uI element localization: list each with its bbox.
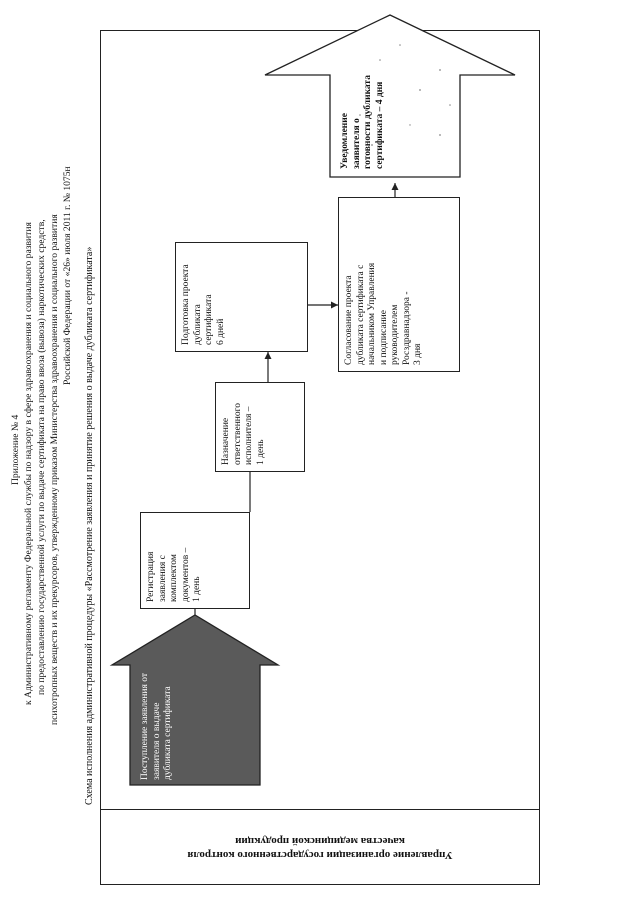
- step-approval: Согласование проекта дубликата сертификата с начальником Управления и подписание руководителем Росздравнадзора - 3 дня: [338, 197, 460, 372]
- end-block-arrow: [265, 15, 515, 177]
- header-line-3: психотропных веществ и их прекурсоров, утвержденному приказом Министерства здравоохранения и социального развития: [49, 214, 60, 725]
- start-block-arrow: [112, 615, 278, 785]
- header-line-2: по предоставлению государственной услуги по выдаче сертификата на право ввоза (вывоза) наркотических средств,: [36, 219, 47, 695]
- appendix-number: Приложение № 4: [10, 414, 21, 485]
- lane-title-line1: Управление организации государственного контроля: [187, 849, 453, 861]
- header-line-1: к Административному регламенту Федеральной службы по надзору в сфере здравоохранения и социального развития: [23, 222, 34, 705]
- end-arrow-text: Уведомление заявителя о готовности дубликата сертификата – 4 дня: [340, 75, 385, 169]
- scheme-title: Схема исполнения административной процедуры «Рассмотрение заявления и принятие решения о выдаче дубликата сертификата»: [84, 246, 95, 805]
- step-preparation: Подготовка проекта дубликата сертификата 6 дней: [175, 242, 308, 352]
- header-line-4: Российской Федерации от «26» июля 2011 г. № 1075н: [62, 166, 73, 385]
- step-registration: Регистрация заявления с комплектом документов – 1 день: [140, 512, 250, 609]
- lane-title-line2: качества медицинской продукции: [235, 835, 405, 847]
- start-arrow-text: Поступление заявления от заявителя о выдаче дубликата сертификата: [140, 673, 173, 780]
- step-assignment: Назначение ответственного исполнителя – 1 день: [215, 382, 305, 472]
